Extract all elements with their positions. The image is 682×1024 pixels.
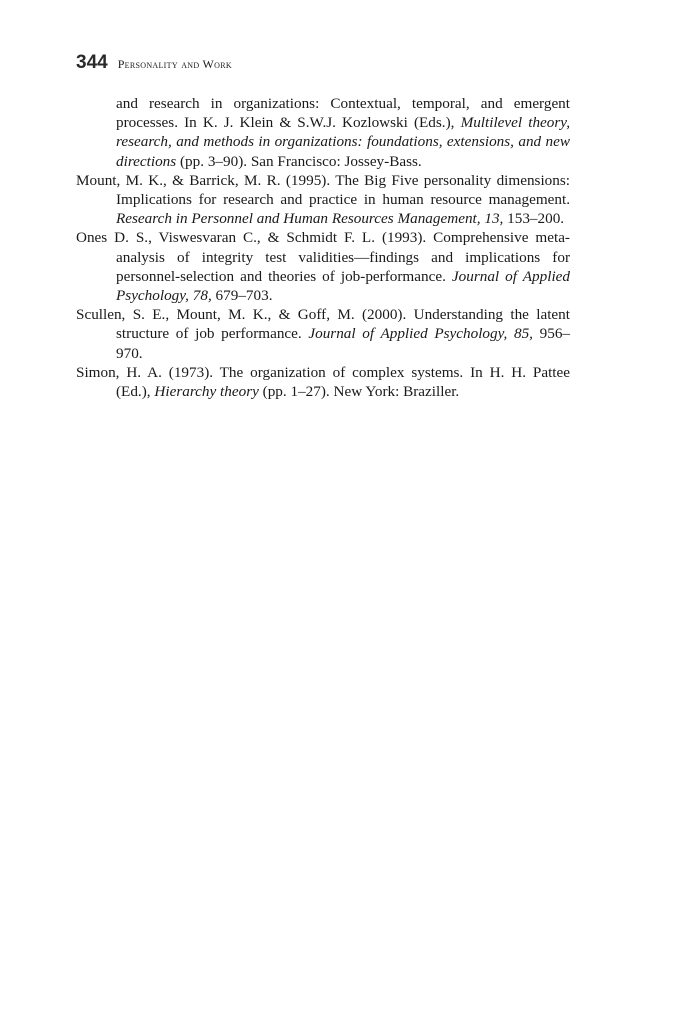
reference-text: Simon, H. A. (1973). The organization of complex systems. In H. H. Pattee (Ed.), [76, 363, 570, 401]
reference-entry [76, 228, 570, 305]
reference-text: Mount, M. K., & Barrick, M. R. (1995). The Big Five personality dimensions: Implications for research and practice in human resource management. [76, 171, 570, 209]
page-number: 344 [76, 52, 108, 73]
reference-entry [76, 94, 570, 171]
reference-source-title: Research in Personnel and Human Resources Management, 13, [116, 210, 504, 228]
reference-source-title: Multilevel theory, research, and methods in organizations: foundations, extensions, and new directions [116, 114, 570, 170]
reference-text: Ones D. S., Viswesvaran C., & Schmidt F. L. (1993). Comprehensive meta-analysis of integrity test validities—findings and implications for personnel-selection and theories of job-performance. [76, 229, 570, 285]
reference-entry [76, 363, 570, 401]
reference-pages: 956–970. [116, 325, 570, 362]
reference-entry [76, 305, 570, 363]
reference-source-title: Hierarchy theory [154, 383, 259, 401]
running-title: Personality and Work [117, 57, 232, 71]
reference-source-title: Journal of Applied Psychology, 85, [308, 325, 533, 343]
reference-text: Scullen, S. E., Mount, M. K., & Goff, M. (2000). Understanding the latent structure of job performance. [76, 306, 570, 343]
reference-list [76, 94, 570, 401]
reference-source-title: Journal of Applied Psychology, 78, [116, 267, 570, 305]
page-header [76, 52, 232, 74]
reference-pages: (pp. 1–27). New York: Braziller. [258, 383, 460, 401]
reference-pages: 679–703. [211, 287, 273, 305]
reference-pages: 153–200. [503, 210, 565, 228]
reference-entry [76, 171, 570, 229]
reference-text: and research in organizations: Contextual, temporal, and emergent processes. In K. J. Klein & S.W.J. Kozlowski (Eds.), [116, 95, 570, 132]
reference-pages: (pp. 3–90). San Francisco: Jossey-Bass. [176, 152, 422, 170]
